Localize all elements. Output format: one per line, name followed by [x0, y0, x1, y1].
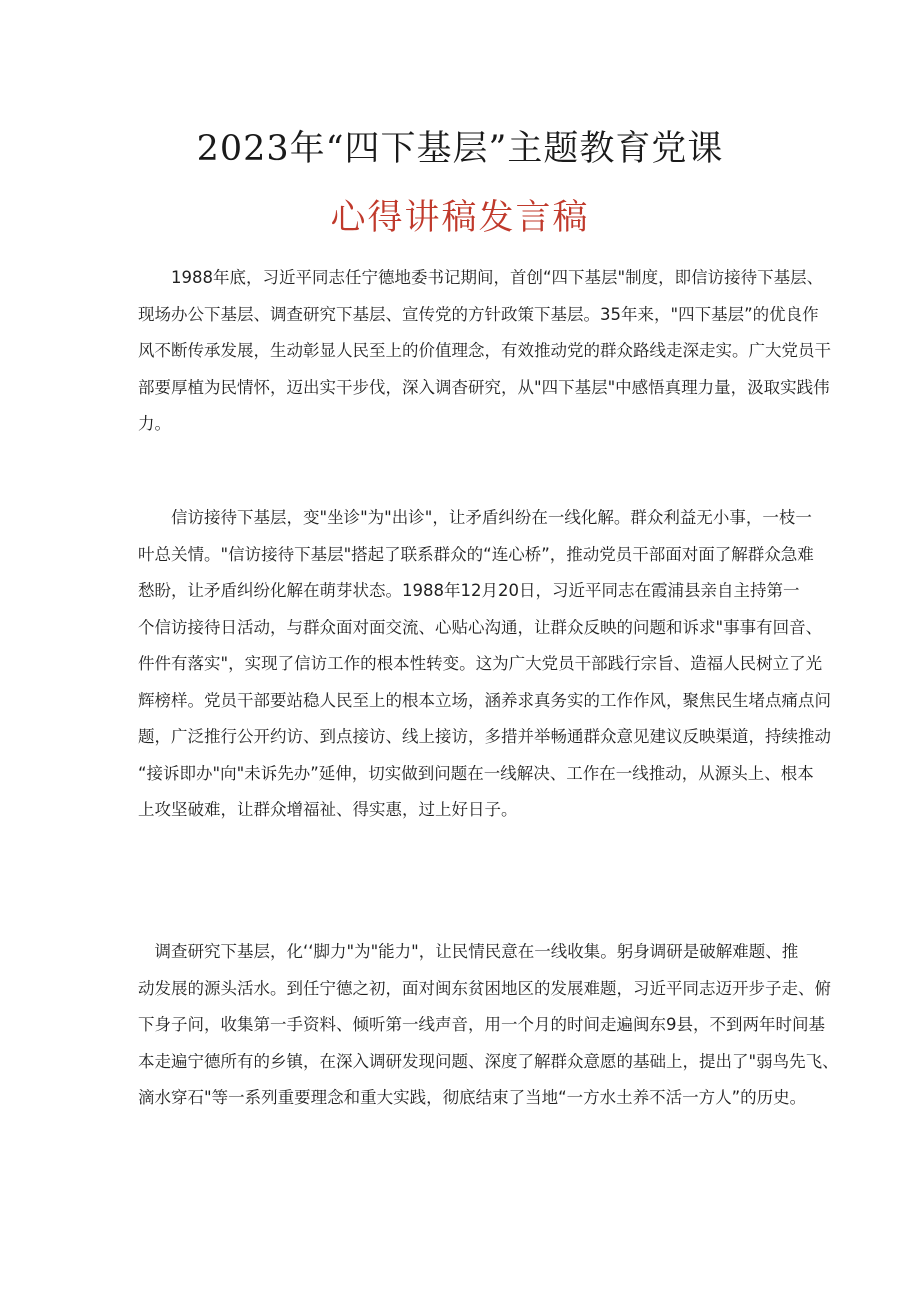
- paragraph-line: 个信访接待日活动，与群众面对面交流、心贴心沟通，让群众反映的问题和诉求"事事有回音、: [138, 617, 823, 637]
- paragraph-line: 愁盼，让矛盾纠纷化解在萌芽状态。1988年12月20日，习近平同志在霞浦县亲自主持第一: [138, 581, 800, 600]
- paragraph-line: 力。: [138, 414, 171, 433]
- paragraph-line: 调查研究下基层，化‘‘脚力"为"能力"，让民情民意在一线收集。躬身调研是破解难题、推: [138, 942, 799, 961]
- paragraph-line: 叶总关情。"信访接待下基层"搭起了联系群众的“连心桥”，推动党员干部面对面了解群众急难: [138, 544, 814, 564]
- paragraph-line: 1988年底，习近平同志任宁德地委书记期间，首创“四下基层"制度，即信访接待下基层、: [138, 268, 824, 287]
- paragraph-line: 动发展的源头活水。到任宁德之初，面对闽东贫困地区的发展难题，习近平同志迈开步子走、俯: [138, 978, 831, 998]
- paragraph-line: 上攻坚破难，让群众增福祉、得实惠，过上好日子。: [138, 800, 518, 819]
- paragraph-line: 滴水穿石"等一系列重要理念和重大实践，彻底结束了当地“一方水土养不活一方人”的历史。: [138, 1088, 807, 1107]
- paragraph-line: 本走遍宁德所有的乡镇，在深入调研发现问题、深度了解群众意愿的基础上，提出了"弱鸟先飞、: [138, 1051, 839, 1071]
- paragraph-line: 下身子问，收集第一手资料、倾听第一线声音，用一个月的时间走遍闽东9县，不到两年时间基: [138, 1015, 825, 1034]
- paragraph-3: [138, 934, 839, 1117]
- paragraph-line: “接诉即办"向"未诉先办”延伸，切实做到问题在一线解决、工作在一线推动，从源头上、根本: [138, 763, 814, 783]
- document-title: 2023年“四下基层”主题教育党课: [196, 129, 724, 169]
- paragraph-line: 题，广泛推行公开约访、到点接访、线上接访，多措并举畅通群众意见建议反映渠道，持续推动: [138, 727, 831, 746]
- paragraph-line: 辉榜样。党员干部要站稳人民至上的根本立场，涵养求真务实的工作作风，聚焦民生堵点痛点问: [138, 690, 831, 710]
- paragraph-2: [138, 500, 831, 829]
- paragraph-1: [138, 260, 831, 443]
- paragraph-line: 现场办公下基层、调查研究下基层、宣传党的方针政策下基层。35年来，"四下基层”的优良作: [138, 304, 819, 324]
- paragraph-line: 部要厚植为民情怀，迈出实干步伐，深入调杳研究，从"四下基层"中感悟真理力量，汲取实践伟: [138, 377, 830, 397]
- document-subtitle: 心得讲稿发言稿: [330, 198, 590, 238]
- paragraph-line: 件件有落实"，实现了信访工作的根本性转变。这为广大党员干部践行宗旨、造福人民树立了光: [138, 654, 823, 673]
- paragraph-line: 信访接待下基层，变"坐诊"为"出诊"，让矛盾纠纷在一线化解。群众利益无小事，一枝一: [138, 508, 812, 527]
- paragraph-line: 风不断传承发展，生动彰显人民至上的价值理念，有效推动党的群众路线走深走实。广大党员干: [138, 341, 831, 360]
